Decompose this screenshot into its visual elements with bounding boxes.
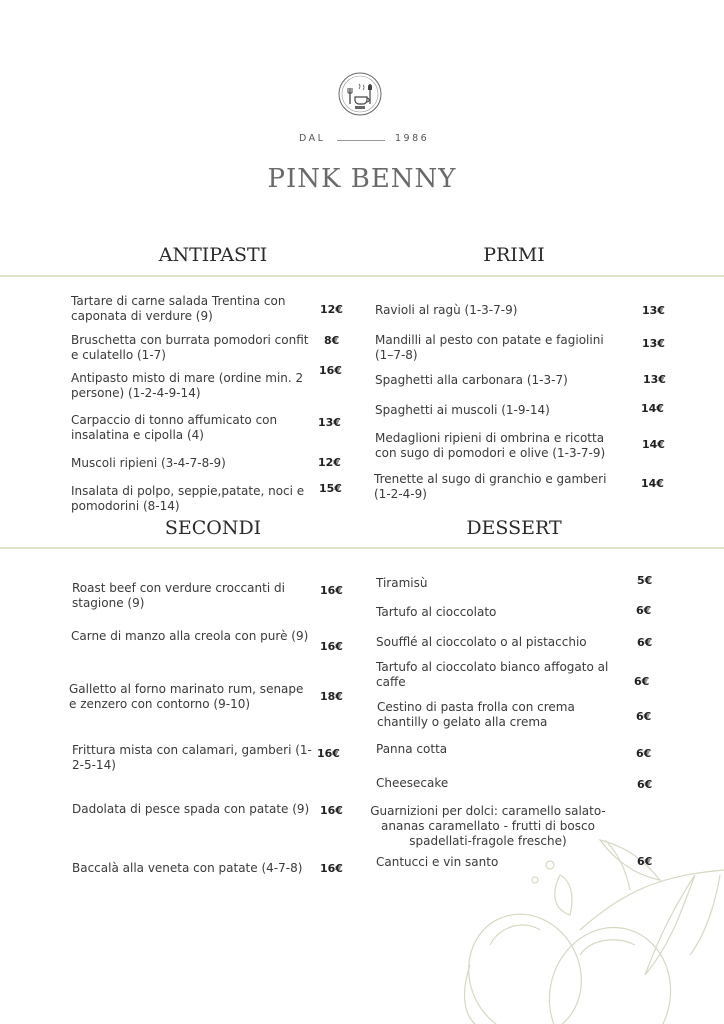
- section-title-antipasti: ANTIPASTI: [158, 244, 268, 266]
- section-title-primi: PRIMI: [483, 244, 545, 266]
- menu-item-price: 6€: [636, 747, 652, 760]
- menu-item-name: Tartufo al cioccolato: [376, 605, 497, 619]
- menu-item-price: 6€: [637, 855, 653, 868]
- menu-item-name: Baccalà alla veneta con patate (4-7-8): [72, 861, 303, 875]
- menu-item-price: 12€: [318, 456, 341, 469]
- menu-item-name: Carne di manzo alla creola con purè (9): [71, 629, 309, 643]
- menu-item-price: 14€: [642, 438, 665, 451]
- menu-item-price: 8€: [324, 334, 340, 347]
- menu-item-name: Muscoli ripieni (3-4-7-8-9): [71, 456, 226, 470]
- menu-item-price: 16€: [320, 584, 343, 597]
- menu-item-name: Tartufo al cioccolato bianco affogato al caffe: [376, 660, 609, 689]
- menu-item-price: 13€: [642, 304, 665, 317]
- menu-item-name: Tiramisù: [376, 576, 428, 590]
- section-divider: [0, 275, 724, 277]
- since-divider: [337, 140, 385, 141]
- menu-item-name: Panna cotta: [376, 742, 448, 756]
- section-title-secondi: SECONDI: [164, 517, 262, 539]
- menu-item-name: Mandilli al pesto con patate e fagiolini (1–7-8): [375, 333, 604, 362]
- menu-item-name: Antipasto misto di mare (ordine min. 2 persone) (1-2-4-9-14): [71, 371, 304, 400]
- menu-item-name: Cestino di pasta frolla con crema chantilly o gelato alla crema: [377, 700, 575, 729]
- menu-item-price: 13€: [642, 337, 665, 350]
- dessert-toppings-note: Guarnizioni per dolci: caramello salato- ananas caramellato - frutti di bosco spadellati-fragole fresche): [370, 804, 606, 848]
- menu-item-price: 12€: [320, 303, 343, 316]
- menu-item-price: 14€: [641, 477, 664, 490]
- menu-item-name: Spaghetti ai muscoli (1-9-14): [375, 403, 550, 417]
- menu-item-price: 6€: [637, 778, 653, 791]
- section-divider: [0, 547, 724, 549]
- section-title-dessert: DESSERT: [466, 517, 562, 539]
- menu-item-name: Trenette al sugo di granchio e gamberi (1-2-4-9): [374, 472, 607, 501]
- menu-item-name: Cheesecake: [376, 776, 449, 790]
- cafe-logo-icon: [338, 72, 382, 116]
- menu-item-price: 6€: [634, 675, 650, 688]
- menu-item-name: Spaghetti alla carbonara (1-3-7): [375, 373, 568, 387]
- menu-item-name: Bruschetta con burrata pomodori confit e culatello (1-7): [71, 333, 309, 362]
- menu-item-price: 6€: [636, 710, 652, 723]
- restaurant-name: PINK BENNY: [267, 164, 457, 194]
- menu-item-name: Dadolata di pesce spada con patate (9): [72, 802, 310, 816]
- menu-item-price: 13€: [318, 416, 341, 429]
- menu-item-name: Galletto al forno marinato rum, senape e zenzero con contorno (9-10): [69, 682, 304, 711]
- menu-item-price: 16€: [320, 640, 343, 653]
- menu-item-price: 16€: [317, 747, 340, 760]
- menu-item-price: 13€: [643, 373, 666, 386]
- menu-item-name: Tartare di carne salada Trentina con caponata di verdure (9): [71, 294, 286, 323]
- menu-item-name: Soufflé al cioccolato o al pistacchio: [376, 635, 587, 649]
- menu-item-price: 18€: [320, 690, 343, 703]
- menu-item-name: Cantucci e vin santo: [376, 855, 499, 869]
- menu-item-price: 6€: [636, 604, 652, 617]
- menu-item-name: Frittura mista con calamari, gamberi (1-2-5-14): [72, 743, 312, 772]
- menu-item-price: 16€: [320, 804, 343, 817]
- menu-item-name: Carpaccio di tonno affumicato con insalatina e cipolla (4): [71, 413, 278, 442]
- menu-item-name: Roast beef con verdure croccanti di stagione (9): [72, 581, 285, 610]
- menu-item-name: Insalata di polpo, seppie,patate, noci e pomodorini (8-14): [71, 484, 305, 513]
- menu-item-price: 6€: [637, 636, 653, 649]
- menu-item-name: Ravioli al ragù (1-3-7-9): [375, 303, 518, 317]
- menu-item-price: 14€: [641, 402, 664, 415]
- menu-item-price: 16€: [319, 364, 342, 377]
- menu-item-name: Medaglioni ripieni di ombrina e ricotta con sugo di pomodori e olive (1-3-7-9): [375, 431, 606, 460]
- menu-item-price: 5€: [637, 574, 653, 587]
- since-label: DAL: [299, 133, 326, 144]
- since-year: 1986: [395, 133, 430, 144]
- menu-item-price: 15€: [319, 482, 342, 495]
- menu-item-price: 16€: [320, 862, 343, 875]
